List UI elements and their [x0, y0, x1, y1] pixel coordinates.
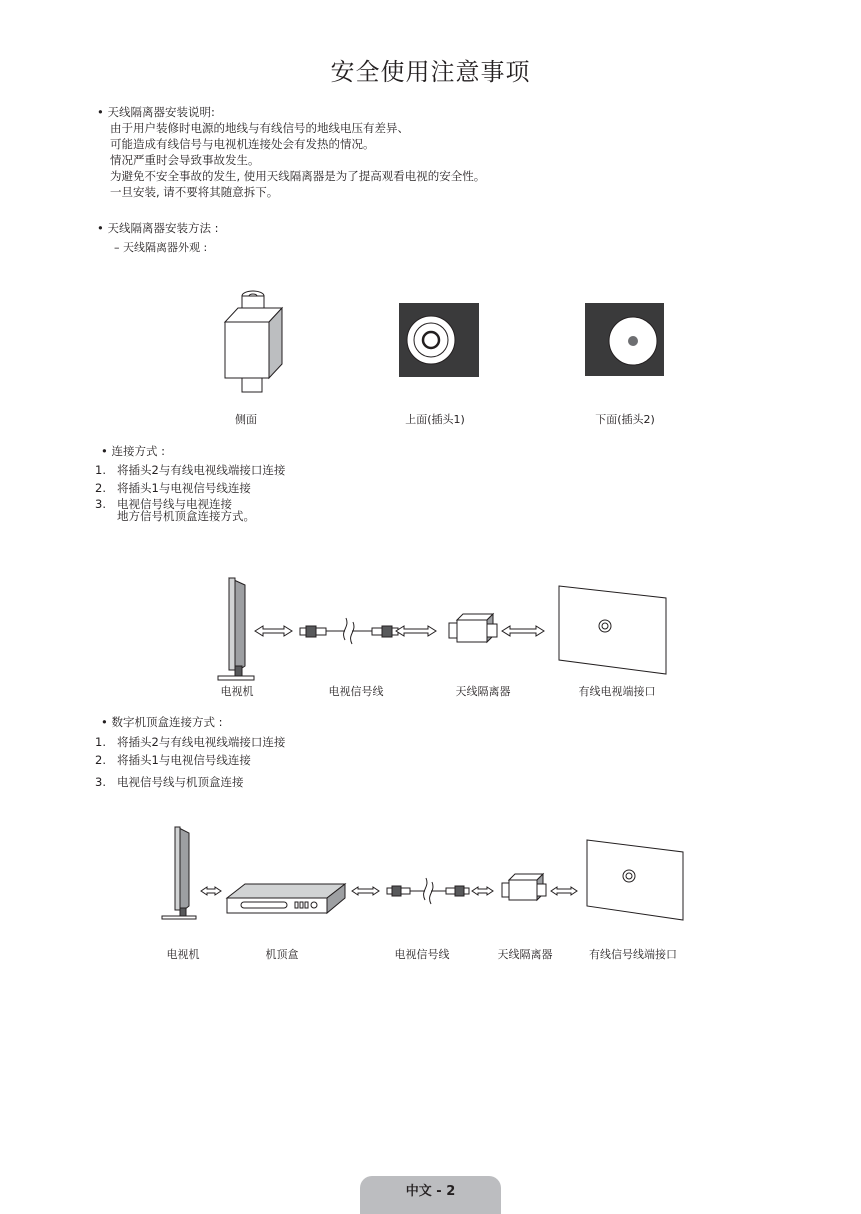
isolator-side-illustration	[220, 288, 290, 398]
section1-line: 由于用户装修时电源的地线与有线信号的地线电压有差异、	[110, 121, 409, 135]
section1-line: 为避免不安全事故的发生, 使用天线隔离器是为了提高观看电视的安全性。	[110, 169, 486, 183]
double-arrow-icon	[396, 626, 436, 636]
diagram2-isolator-label: 天线隔离器	[497, 948, 553, 961]
tv-illustration	[218, 578, 254, 680]
section1-line: 情况严重时会导致事故发生。	[110, 153, 260, 167]
connection-diagram-2	[155, 820, 695, 930]
diagram2-settop-label: 机顶盒	[265, 948, 299, 961]
section2-heading: • 天线隔离器安装方法 :	[97, 221, 219, 235]
section4-step: 2. 将插头1与电视信号线连接	[95, 753, 251, 767]
double-arrow-icon	[502, 626, 544, 636]
section3-step: 1. 将插头2与有线电视线端接口连接	[95, 463, 286, 477]
footer-page-number: - 2	[436, 1184, 456, 1199]
diagram1-cable-label: 电视信号线	[328, 685, 384, 698]
section4-heading: • 数字机顶盒连接方式 :	[101, 715, 223, 729]
side-view-label: 侧面	[235, 413, 257, 426]
tv-illustration	[162, 827, 196, 919]
bottom-view-label: 下面(插头2)	[595, 413, 655, 426]
double-arrow-icon	[201, 887, 221, 895]
signal-cable-illustration	[300, 618, 398, 644]
wall-socket-illustration	[587, 840, 683, 920]
page-number-tab	[360, 1176, 501, 1214]
diagram1-isolator-label: 天线隔离器	[455, 685, 511, 698]
double-arrow-icon	[472, 887, 493, 895]
section4-step: 3. 电视信号线与机顶盒连接	[95, 775, 244, 789]
diagram1-socket-label: 有线电视端接口	[578, 685, 656, 698]
double-arrow-icon	[551, 887, 577, 895]
diagram2-tv-label: 电视机	[166, 948, 200, 961]
section1-heading: • 天线隔离器安装说明:	[97, 105, 215, 119]
isolator-illustration	[449, 614, 497, 642]
top-view-label: 上面(插头1)	[405, 413, 465, 426]
section2-subheading: – 天线隔离器外观 :	[114, 241, 208, 254]
diagram2-cable-label: 电视信号线	[394, 948, 450, 961]
isolator-top-illustration	[399, 303, 480, 378]
footer-language: 中文	[405, 1184, 432, 1199]
isolator-illustration	[502, 874, 546, 900]
section1-line: 可能造成有线信号与电视机连接处会有发热的情况。	[110, 137, 375, 151]
double-arrow-icon	[255, 626, 292, 636]
section1-line: 一旦安装, 请不要将其随意拆下。	[110, 185, 279, 199]
diagram1-tv-label: 电视机	[220, 685, 254, 698]
signal-cable-illustration	[387, 878, 469, 904]
double-arrow-icon	[352, 887, 379, 895]
section3-note: 地方信号机顶盒连接方式。	[117, 509, 255, 523]
set-top-box-illustration	[227, 884, 345, 913]
page-title: 安全使用注意事项	[330, 58, 531, 86]
section4-step: 1. 将插头2与有线电视线端接口连接	[95, 735, 286, 749]
section3-step: 2. 将插头1与电视信号线连接	[95, 481, 251, 495]
connection-diagram-1	[200, 570, 680, 685]
diagram2-socket-label: 有线信号线端接口	[589, 948, 677, 961]
section3-heading: • 连接方式 :	[101, 444, 165, 458]
wall-socket-illustration	[559, 586, 666, 674]
isolator-bottom-illustration	[585, 303, 665, 377]
section3-step: 3. 电视信号线与电视连接	[95, 497, 232, 511]
